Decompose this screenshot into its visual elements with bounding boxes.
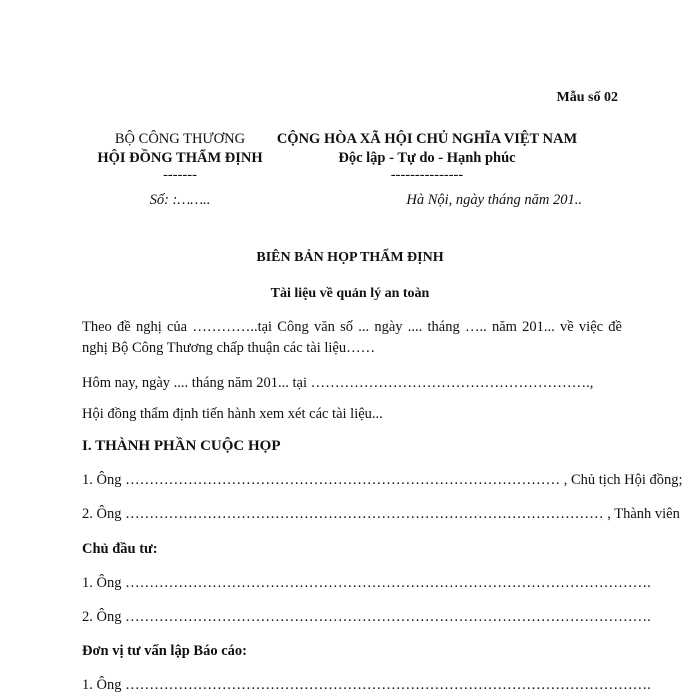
- header-right: [262, 130, 592, 182]
- paragraph-review: Hội đồng thẩm định tiến hành xem xét các tài liệu...: [82, 406, 383, 422]
- section-heading-participants: I. THÀNH PHẦN CUỘC HỌP: [82, 438, 281, 454]
- country-name: CỘNG HÒA XÃ HỘI CHỦ NGHĨA VIỆT NAM: [276, 131, 578, 147]
- member-line: 1. Ông ……………………………………………………………………………… , Chủ tịch Hội đồng;: [82, 472, 683, 488]
- ministry-name: BỘ CÔNG THƯƠNG: [114, 131, 246, 147]
- header-left: [80, 130, 280, 182]
- consultant-line: 1. Ông ……………………………………………………………………………………………….: [82, 677, 651, 693]
- investor-line: 1. Ông ……………………………………………………………………………………………….: [82, 575, 651, 591]
- paragraph-request: Theo đề nghị của …………..tại Công văn số ... ngày .... tháng ….. năm 201... về việc đề nghị Bộ Công Thương chấp thuận các tài liệu……: [82, 319, 622, 356]
- form-number: Mẫu số 02: [556, 90, 618, 105]
- left-divider: -------: [163, 167, 197, 183]
- paragraph-meeting-date: Hôm nay, ngày .... tháng năm 201... tại ………………………………………………….,: [82, 375, 594, 391]
- document-number: Số: :……..: [149, 192, 211, 208]
- investor-heading: Chủ đầu tư:: [82, 541, 158, 557]
- right-divider: ---------------: [390, 167, 464, 183]
- council-name: HỘI ĐỒNG THẨM ĐỊNH: [97, 150, 263, 166]
- consultant-heading: Đơn vị tư vấn lập Báo cáo:: [82, 643, 247, 659]
- investor-line: 2. Ông ……………………………………………………………………………………………….: [82, 609, 651, 625]
- document-title: BIÊN BẢN HỌP THẨM ĐỊNH: [256, 250, 444, 265]
- document-subtitle: Tài liệu về quản lý an toàn: [270, 286, 430, 301]
- member-line: 2. Ông ……………………………………………………………………………………… , Thành viên: [82, 506, 680, 522]
- national-motto: Độc lập - Tự do - Hạnh phúc: [338, 150, 516, 166]
- document-date: Hà Nội, ngày tháng năm 201..: [406, 192, 582, 208]
